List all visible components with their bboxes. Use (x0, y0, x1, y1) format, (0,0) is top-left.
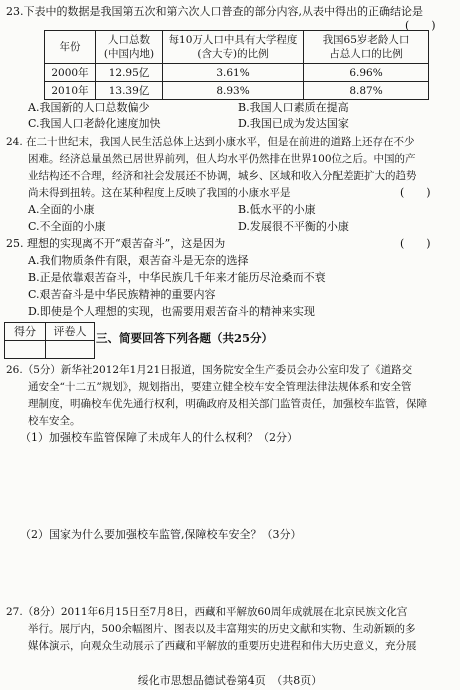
page-footer: 绥化市思想品德试卷第4页 （共8页） (137, 674, 323, 687)
q25-answer-paren: ( ) (400, 237, 431, 250)
q23-option-c: C.我国人口老龄化速度加快 (28, 117, 161, 130)
table-row (45, 82, 429, 100)
q24-line-3: 业结构还不合理，经济和社会发展还不协调，城乡、区域和收入分配差距扩大的趋势 (28, 170, 417, 182)
q24-option-d: D.发展很不平衡的小康 (238, 220, 349, 233)
q24-answer-paren: ( ) (400, 186, 431, 199)
table-cell: 8.87% (304, 82, 429, 100)
table-cell: 3.61% (163, 64, 304, 82)
table-header-row (45, 31, 429, 64)
table-cell: 2000年 (45, 64, 96, 82)
population-table (44, 30, 429, 100)
q26-sub-question-1: （1）加强校车监管保障了未成年人的什么权利？（2分） (20, 431, 298, 444)
q23-answer-paren: ( ) (405, 19, 436, 32)
q26-line-1: 26.（5分）新华社2012年1月21日报道，国务院安全生产委员会办公室印发了《道路交 (6, 364, 413, 376)
table-cell: 12.95亿 (96, 64, 163, 82)
q25-option-d: D.即使是个人理想的实现，也需要用艰苦奋斗的精神来实现 (28, 305, 315, 318)
table-header-population: 人口总数 (中国内地) (96, 31, 163, 64)
section-title: 三、简要回答下列各题（共25分） (96, 331, 274, 345)
table-cell: 6.96% (304, 64, 429, 82)
table-cell: 8.93% (163, 82, 304, 100)
q27-line-1: 27.（8分）2011年6月15日至7月8日，西藏和平解放60周年成就展在北京民族文化宫 (6, 606, 408, 618)
q26-line-4: 校车安全。 (28, 415, 81, 427)
table-cell: 13.39亿 (96, 82, 163, 100)
q24-option-a: A.全面的小康 (28, 203, 95, 216)
q23-option-a: A.我国新的人口总数偏少 (28, 101, 150, 114)
reviewer-field (46, 341, 95, 359)
q27-line-2: 举行。展厅内，500余幅图片、图表以及丰富翔实的历史文献和实物、生动新颖的多 (28, 623, 416, 635)
q24-line-4: 尚未得到扭转。这在某种程度上反映了我国的小康水平是 (28, 187, 291, 199)
q25-option-b: B.正是依靠艰苦奋斗，中华民族几千年来才能历尽沧桑而不衰 (28, 271, 326, 284)
table-row (45, 64, 429, 82)
q25-stem: 25. 理想的实现离不开“艰苦奋斗”，这是因为 (6, 237, 226, 250)
q27-line-3: 媒体演示，向观众生动展示了西藏和平解放的重要历史进程和伟大历史意义，充分展 (28, 640, 417, 652)
score-field (5, 341, 46, 359)
q23-option-b: B.我国人口素质在提高 (238, 101, 349, 114)
q26-line-2: 通安全“十二五”规划》，规划指出，要建立健全校车安全管理法律法规体系和安全管 (28, 381, 412, 393)
reviewer-label: 评卷人 (46, 323, 95, 341)
q25-option-c: C.艰苦奋斗是中华民族精神的重要内容 (28, 288, 216, 301)
q24-line-2: 困难。经济总量虽然已居世界前列，但人均水平仍然排在世界100位之后。中国的产 (28, 153, 416, 165)
q24-option-b: B.低水平的小康 (238, 203, 316, 216)
q23-option-d: D.我国已成为发达国家 (238, 117, 349, 130)
q23-stem: 23.下表中的数据是我国第五次和第六次人口普查的部分内容,从表中得出的正确结论是 (6, 5, 423, 18)
q26-line-3: 理制度，明确校车优先通行权利，明确政府及相关部门监管责任，加强校车监管，保障 (28, 398, 427, 410)
q24-option-c: C.不全面的小康 (28, 220, 106, 233)
table-header-elderly: 我国65岁老龄人口 占总人口的比例 (304, 31, 429, 64)
table-cell: 2010年 (45, 82, 96, 100)
score-box (4, 322, 95, 359)
table-header-year: 年份 (45, 31, 96, 64)
table-header-university: 每10万人口中具有大学程度 (含大专)的比例 (163, 31, 304, 64)
score-label: 得分 (5, 323, 46, 341)
q25-option-a: A.我们物质条件有限，艰苦奋斗是无奈的选择 (28, 254, 249, 267)
q26-sub-question-2: （2）国家为什么要加强校车监管,保障校车安全？（3分） (20, 528, 302, 541)
q24-line-1: 24. 在二十世纪末，我国人民生活总体上达到小康水平，但是在前进的道路上还存在不少 (6, 136, 415, 148)
